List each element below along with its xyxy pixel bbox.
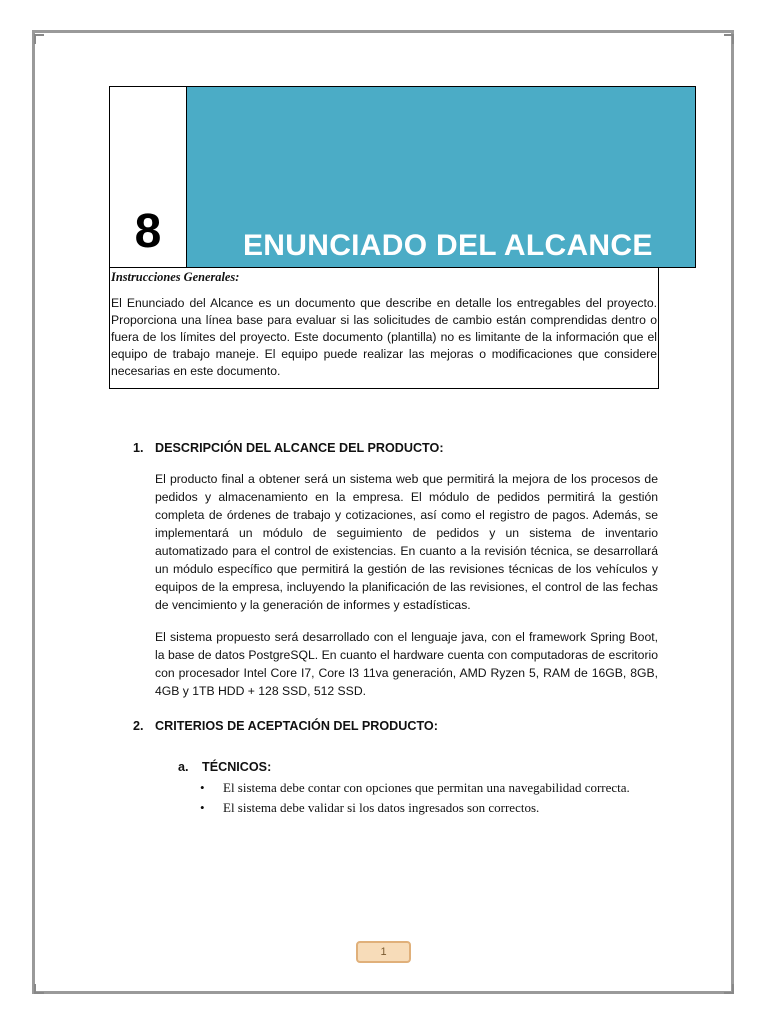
section-index: 2. [133,719,144,733]
chapter-title-cell [187,87,695,267]
list-item [200,779,659,797]
list-item-text: El sistema debe validar si los datos ingresados son correctos. [223,800,540,815]
section-heading: CRITERIOS DE ACEPTACIÓN DEL PRODUCTO: [155,719,438,733]
subsection-heading: TÉCNICOS: [202,760,272,774]
instructions-box [109,267,659,389]
corner-ornament [724,34,734,44]
page-number-badge: 1 [356,941,411,963]
subsection-index: a. [178,760,189,774]
section-index: 1. [133,441,144,455]
subsection-title [178,760,271,774]
chapter-number: 8 [134,205,162,258]
chapter-title: ENUNCIADO DEL ALCANCE [243,229,653,262]
list-item-text: El sistema debe contar con opciones que permitan una navegabilidad correcta. [223,780,630,795]
section-1-paragraph-1: El producto final a obtener será un sistema web que permitirá la mejora de los procesos de pedidos y almacenamiento en la empresa. El módulo de pedidos permitirá la gestión completa de órdenes de trabajo y cotizaciones, así como el registro de pagos. Además, se implementará un módulo de seguimiento de pedidos y un sistema de inventario automatizado para el control de existencias. En cuanto a la revisión técnica, se desarrollará un módulo específico que permitirá la gestión de las revisiones técnicas de los vehículos y equipos de la empresa, incluyendo la planificación de las revisiones, el control de las fechas de vencimiento y la generación de informes y estadísticas. [155,472,658,612]
chapter-header [109,86,696,268]
corner-ornament [34,34,44,44]
section-1-paragraph-2: El sistema propuesto será desarrollado con el lenguaje java, con el framework Spring Boot, la base de datos PostgreSQL. En cuanto el hardware cuenta con computadoras de escritorio con procesador Intel Core I7, Core I3 11va generación, AMD Ryzen 5, RAM de 16GB, 8GB, 4GB y 1TB HDD + 128 SSD, 512 SSD. [155,630,658,698]
criteria-list [200,779,659,819]
corner-ornament [34,984,44,994]
list-item [200,799,659,817]
section-heading: DESCRIPCIÓN DEL ALCANCE DEL PRODUCTO: [155,441,444,455]
chapter-number-cell [110,87,187,267]
bullet-icon: • [200,780,205,795]
bullet-icon: • [200,800,205,815]
section-title-2 [133,719,438,733]
instructions-heading: Instrucciones Generales: [111,270,240,284]
instructions-body: El Enunciado del Alcance es un documento que describe en detalle los entregables del proyecto. Proporciona una línea base para evaluar si las solicitudes de cambio están comprendidas dentro o fuera de los límites del proyecto. Este documento (plantilla) no es limitante de la información que el equipo de trabajo maneje. El equipo puede realizar las mejoras o modificaciones que considere necesarias en este documento. [111,296,657,378]
section-title-1 [133,441,444,455]
corner-ornament [724,984,734,994]
